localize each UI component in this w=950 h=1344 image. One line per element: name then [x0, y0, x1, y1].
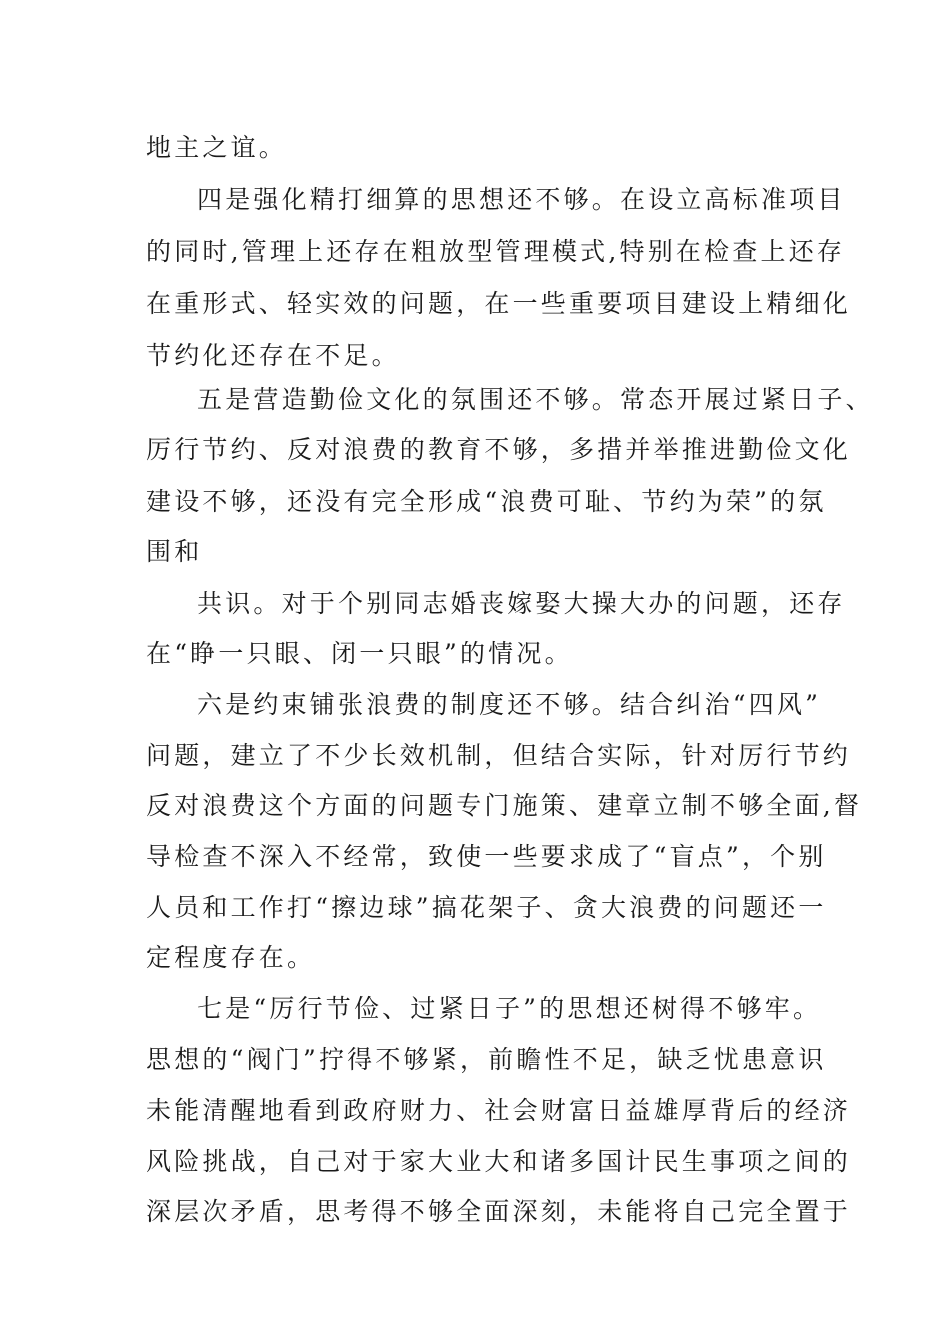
text-line: 人员和工作打“擦边球”搞花架子、贪大浪费的问题还一 [146, 893, 827, 922]
text-line: 共识。对于个别同志婚丧嫁娶大操大办的问题，还存 [197, 589, 846, 618]
text-line: 在重形式、轻实效的问题，在一些重要项目建设上精细化 [146, 289, 852, 318]
text-line: 定程度存在。 [146, 943, 316, 972]
text-line: 问题，建立了不少长效机制，但结合实际，针对厉行节约 [146, 741, 852, 770]
text-line: 五是营造勤俭文化的氛围还不够。常态开展过紧日子、 [197, 385, 874, 414]
text-line: 四是强化精打细算的思想还不够。在设立高标准项目 [197, 185, 846, 214]
text-line: 反对浪费这个方面的问题专门施策、建章立制不够全面,督 [146, 791, 863, 820]
text-line: 在“睁一只眼、闭一只眼”的情况。 [146, 639, 573, 668]
text-line: 节约化还存在不足。 [146, 341, 400, 370]
text-line: 深层次矛盾，思考得不够全面深刻，未能将自己完全置于 [146, 1197, 852, 1226]
text-line: 思想的“阀门”拧得不够紧，前瞻性不足，缺乏忧患意识 [146, 1045, 827, 1074]
text-line: 风险挑战，自己对于家大业大和诸多国计民生事项之间的 [146, 1147, 852, 1176]
text-line: 未能清醒地看到政府财力、社会财富日益雄厚背后的经济 [146, 1096, 852, 1125]
text-line: 的同时,管理上还存在粗放型管理模式,特别在检查上还存 [146, 237, 846, 266]
text-line: 厉行节约、反对浪费的教育不够，多措并举推进勤俭文化 [146, 435, 852, 464]
text-line: 导检查不深入不经常，致使一些要求成了“盲点”，个别 [146, 842, 827, 871]
text-line: 七是“厉行节俭、过紧日子”的思想还树得不够牢。 [197, 994, 822, 1023]
text-line: 六是约束铺张浪费的制度还不够。结合纠治“四风” [197, 690, 822, 719]
text-line: 建设不够，还没有完全形成“浪费可耻、节约为荣”的氛 [146, 487, 827, 516]
text-line: 地主之谊。 [146, 133, 288, 162]
text-line: 围和 [146, 537, 203, 566]
